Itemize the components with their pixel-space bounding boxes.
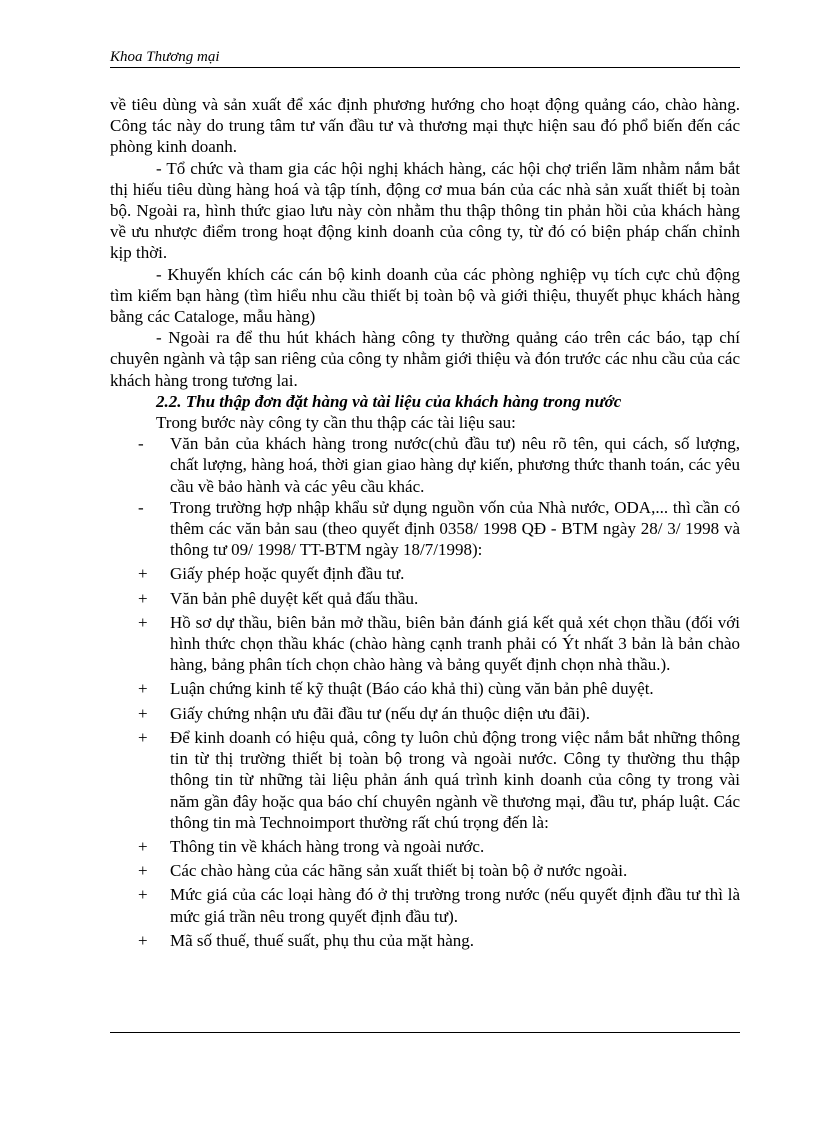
plus-marker: +	[138, 588, 148, 608]
list-item	[110, 930, 740, 951]
list-item	[110, 563, 740, 584]
list-item	[110, 678, 740, 699]
list-item	[110, 588, 740, 609]
list-item	[110, 884, 740, 926]
list-item	[110, 612, 740, 676]
plus-marker: +	[138, 727, 148, 747]
paragraph-advertising: - Ngoài ra để thu hút khách hàng công ty thường quảng cáo trên các báo, tạp chí chuyên ngành và tập san riêng của công ty nhằm giới thiệu và đón trước các nhu cầu của các khách hàng trong tương lai.	[110, 328, 740, 390]
list-item	[110, 433, 740, 497]
list-item	[110, 860, 740, 881]
plus-marker: +	[138, 679, 148, 699]
list-item-text: Giấy phép hoặc quyết định đầu tư.	[170, 564, 405, 584]
plus-marker: +	[138, 885, 148, 905]
list-item-text: Văn bản phê duyệt kết quả đấu thầu.	[170, 588, 419, 608]
plus-marker: +	[138, 930, 148, 950]
list-item	[110, 497, 740, 561]
header-rule	[110, 67, 740, 68]
plus-marker: +	[138, 703, 148, 723]
list-item-text: Hồ sơ dự thầu, biên bản mở thầu, biên bản đánh giá kết quả xét chọn thầu (đối với hình thức chọn thầu khác (chào hàng cạnh tranh phải có Ýt nhất 3 bản là bản chào hàng, bảng phân tích chọn chào hàng và bảng quyết định chọn nhà thầu.).	[170, 612, 740, 675]
paragraph-events: - Tổ chức và tham gia các hội nghị khách hàng, các hội chợ triển lãm nhằm nắm bắt thị hiếu tiêu dùng hàng hoá và tập tính, động cơ mua bán của các nhà sản xuất thiết bị toàn bộ. Ngoài ra, hình thức giao lưu này còn nhằm thu thập thông tin phản hồi của khách hàng về ưu nhược điểm trong hoạt động kinh doanh của công ty, từ đó có biện pháp chấn chỉnh kịp thời.	[110, 158, 740, 263]
list-item-text: Thông tin về khách hàng trong và ngoài nước.	[170, 836, 485, 856]
section-heading: 2.2. Thu thập đơn đặt hàng và tài liệu của khách hàng trong nước	[156, 391, 622, 411]
list-item-text: Luận chứng kinh tế kỹ thuật (Báo cáo khả thi) cùng văn bản phê duyệt.	[170, 679, 654, 699]
list-item	[110, 836, 740, 857]
dash-marker: -	[138, 497, 144, 517]
plus-marker: +	[138, 612, 148, 632]
page-body	[110, 94, 740, 951]
footer-rule	[110, 1032, 740, 1033]
dash-marker: -	[138, 434, 144, 454]
plus-marker: +	[138, 861, 148, 881]
running-header: Khoa Thương mại	[110, 49, 220, 65]
list-item-text: Văn bản của khách hàng trong nước(chủ đầu tư) nêu rõ tên, qui cách, số lượng, chất lượng, hàng hoá, thời gian giao hàng dự kiến, phương thức thanh toán, các yêu cầu về bảo hành và các yêu cầu khác.	[170, 434, 740, 496]
list-item	[110, 727, 740, 833]
list-item-text: Trong trường hợp nhập khẩu sử dụng nguồn vốn của Nhà nước, ODA,... thì cần có thêm các văn bản sau (theo quyết định 0358/ 1998 QĐ - BTM ngày 28/ 3/ 1998 và thông tư 09/ 1998/ TT-BTM ngày 18/7/1998):	[170, 497, 740, 560]
list-item-text: Các chào hàng của các hãng sản xuất thiết bị toàn bộ ở nước ngoài.	[170, 861, 628, 881]
list-item-text: Mã số thuế, thuế suất, phụ thu của mặt hàng.	[170, 930, 475, 950]
list-item-text: Giấy chứng nhận ưu đãi đầu tư (nếu dự án thuộc diện ưu đãi).	[170, 703, 590, 723]
section-intro: Trong bước này công ty cần thu thập các tài liệu sau:	[156, 413, 516, 433]
paragraph-continuation: về tiêu dùng và sản xuất để xác định phương hướng cho hoạt động quảng cáo, chào hàng. Công tác này do trung tâm tư vấn đầu tư và thương mại thực hiện sau đó phổ biến đến các phòng kinh doanh.	[110, 95, 740, 157]
plus-marker: +	[138, 564, 148, 584]
paragraph-staff: - Khuyến khích các cán bộ kinh doanh của các phòng nghiệp vụ tích cực chủ động tìm kiếm bạn hàng (tìm hiểu nhu cầu thiết bị toàn bộ và giới thiệu, thuyết phục khách hàng bằng các Cataloge, mẫu hàng)	[110, 264, 740, 327]
list-item-text: Để kinh doanh có hiệu quả, công ty luôn chủ động trong việc nắm bắt những thông tin từ thị trường thiết bị toàn bộ trong và ngoài nước. Công ty thường thu thập thông tin từ những tài liệu phản ánh quá trình kinh doanh của công ty trong vài năm gần đây hoặc qua báo chí chuyên ngành về thương mại, đầu tư, pháp luật. Các thông tin mà Technoimport thường rất chú trọng đến là:	[170, 727, 740, 832]
list-item	[110, 703, 740, 724]
plus-marker: +	[138, 836, 148, 856]
list-item-text: Mức giá của các loại hàng đó ở thị trường trong nước (nếu quyết định đầu tư thì là mức giá trần nêu trong quyết định đầu tư).	[170, 885, 740, 926]
